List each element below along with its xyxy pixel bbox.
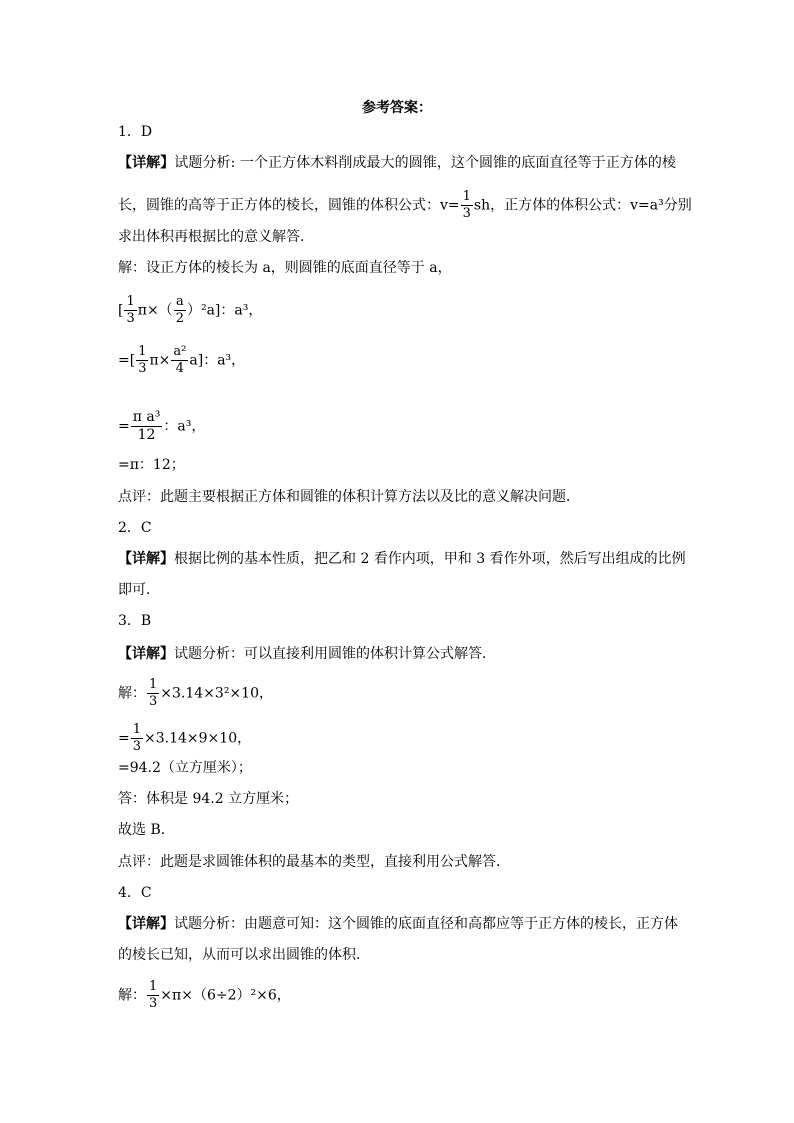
- fraction-numerator: a²: [173, 344, 187, 359]
- fraction-denominator: 3: [126, 311, 135, 326]
- q3-choice-line: 故选 B．: [118, 822, 175, 838]
- q3-analysis-text: 试题分析：可以直接利用圆锥的体积计算公式解答．: [174, 646, 496, 662]
- q1-analysis-text-2a: 长，圆锥的高等于正方体的棱长，圆锥的体积公式：v=: [118, 197, 460, 214]
- fraction: [136, 345, 148, 376]
- fraction-numerator: 1: [149, 979, 158, 994]
- q4-analysis-text-1: 试题分析：由题意可知：这个圆锥的底面直径和高都应等于正方体的棱长，正方体: [174, 916, 678, 932]
- q1-analysis-text-2b: sh，正方体的体积公式：v=a³分别: [473, 197, 692, 214]
- fraction-numerator: a: [175, 294, 184, 309]
- q1-analysis-text-1: 试题分析: 一个正方体木料削成最大的圆锥，这个圆锥的底面直径等于正方体的棱: [174, 155, 676, 171]
- q3-solution-line-3: =94.2（立方厘米）；: [118, 760, 252, 776]
- fraction: [147, 678, 159, 709]
- expr-part: [: [118, 302, 124, 319]
- q1-analysis-line-1: [118, 153, 676, 173]
- q2-detail-text-1: 根据比例的基本性质，把乙和 2 看作内项，甲和 3 看作外项，然后写出组成的比例: [174, 551, 686, 567]
- q4-answer: 4．C: [118, 885, 152, 901]
- q1-solution-line-2: [118, 295, 262, 326]
- fraction-numerator: π a³: [132, 409, 161, 425]
- fraction-denominator: 3: [138, 361, 147, 376]
- q3-detail-label: 【详解】: [118, 646, 174, 662]
- fraction: [131, 410, 163, 443]
- expr-part: =: [118, 418, 130, 435]
- q4-detail-label: 【详解】: [118, 916, 174, 932]
- q2-detail-line-1: [118, 549, 686, 569]
- expr-part: ×3.14×3²×10，: [160, 685, 273, 702]
- fraction-numerator: 1: [126, 294, 135, 309]
- fraction: [171, 345, 188, 376]
- fraction: [174, 295, 186, 326]
- fraction-denominator: 2: [175, 311, 184, 326]
- q2-answer: 2．C: [118, 520, 152, 536]
- q3-answer: 3．B: [118, 613, 152, 629]
- expr-part: 解：: [118, 987, 146, 1004]
- q1-analysis-line-3: 求出体积再根据比的意义解答．: [118, 229, 314, 245]
- q3-answer-line: 答：体积是 94.2 立方厘米；: [118, 791, 299, 807]
- fraction-numerator: 1: [149, 677, 158, 692]
- q4-analysis-line-2: 的棱长已知，从而可以求出圆锥的体积．: [118, 947, 370, 963]
- expr-part: a]：a³，: [189, 352, 246, 369]
- fraction-denominator: 3: [149, 694, 158, 709]
- expr-part: =[: [118, 352, 136, 369]
- expr-part: ×3.14×9×10，: [144, 730, 252, 747]
- fraction-denominator: 4: [171, 360, 188, 376]
- q1-answer: 1．D: [118, 124, 153, 140]
- expr-part: 解：: [118, 685, 146, 702]
- fraction-denominator: 3: [462, 206, 471, 221]
- q1-solution-line-1: 解：设正方体的棱长为 a，则圆锥的底面直径等于 a，: [118, 260, 452, 276]
- page-title: 参考答案：: [362, 100, 432, 116]
- fraction-denominator: 3: [132, 739, 142, 754]
- q4-solution-line-1: [118, 980, 291, 1011]
- expr-part: =: [118, 730, 130, 747]
- q1-solution-line-4: [118, 410, 205, 443]
- q1-solution-line-5: =π：12；: [118, 457, 185, 473]
- q1-comment: 点评：此题主要根据正方体和圆锥的体积计算方法以及比的意义解决问题．: [118, 489, 580, 505]
- q1-detail-label: 【详解】: [118, 155, 175, 171]
- q3-solution-line-2: [118, 723, 251, 754]
- fraction: [124, 295, 136, 326]
- q1-solution-line-3: [118, 345, 245, 376]
- fraction-numerator: 1: [462, 189, 471, 204]
- expr-part: π×（: [137, 302, 173, 319]
- fraction: [147, 980, 159, 1011]
- q2-detail-line-2: 即可．: [118, 582, 160, 598]
- fraction: [131, 723, 143, 754]
- fraction-numerator: 1: [132, 722, 142, 737]
- q2-detail-label: 【详解】: [118, 551, 174, 567]
- q3-analysis-line: [118, 644, 496, 664]
- expr-part: ）²a]：a³，: [186, 302, 263, 319]
- q4-analysis-line-1: [118, 914, 676, 934]
- fraction-denominator: 3: [149, 996, 158, 1011]
- expr-part: π×: [149, 352, 171, 369]
- expr-part: ：a³，: [163, 418, 206, 435]
- fraction-numerator: 1: [138, 344, 147, 359]
- expr-part: ×π×（6÷2）²×6，: [160, 987, 291, 1004]
- q1-analysis-line-2: [118, 189, 692, 221]
- q3-solution-line-1: [118, 678, 273, 709]
- q1-volume-fraction: [461, 190, 473, 221]
- q3-comment: 点评：此题是求圆锥体积的最基本的类型，直接利用公式解答．: [118, 854, 510, 870]
- fraction-denominator: 12: [131, 426, 163, 443]
